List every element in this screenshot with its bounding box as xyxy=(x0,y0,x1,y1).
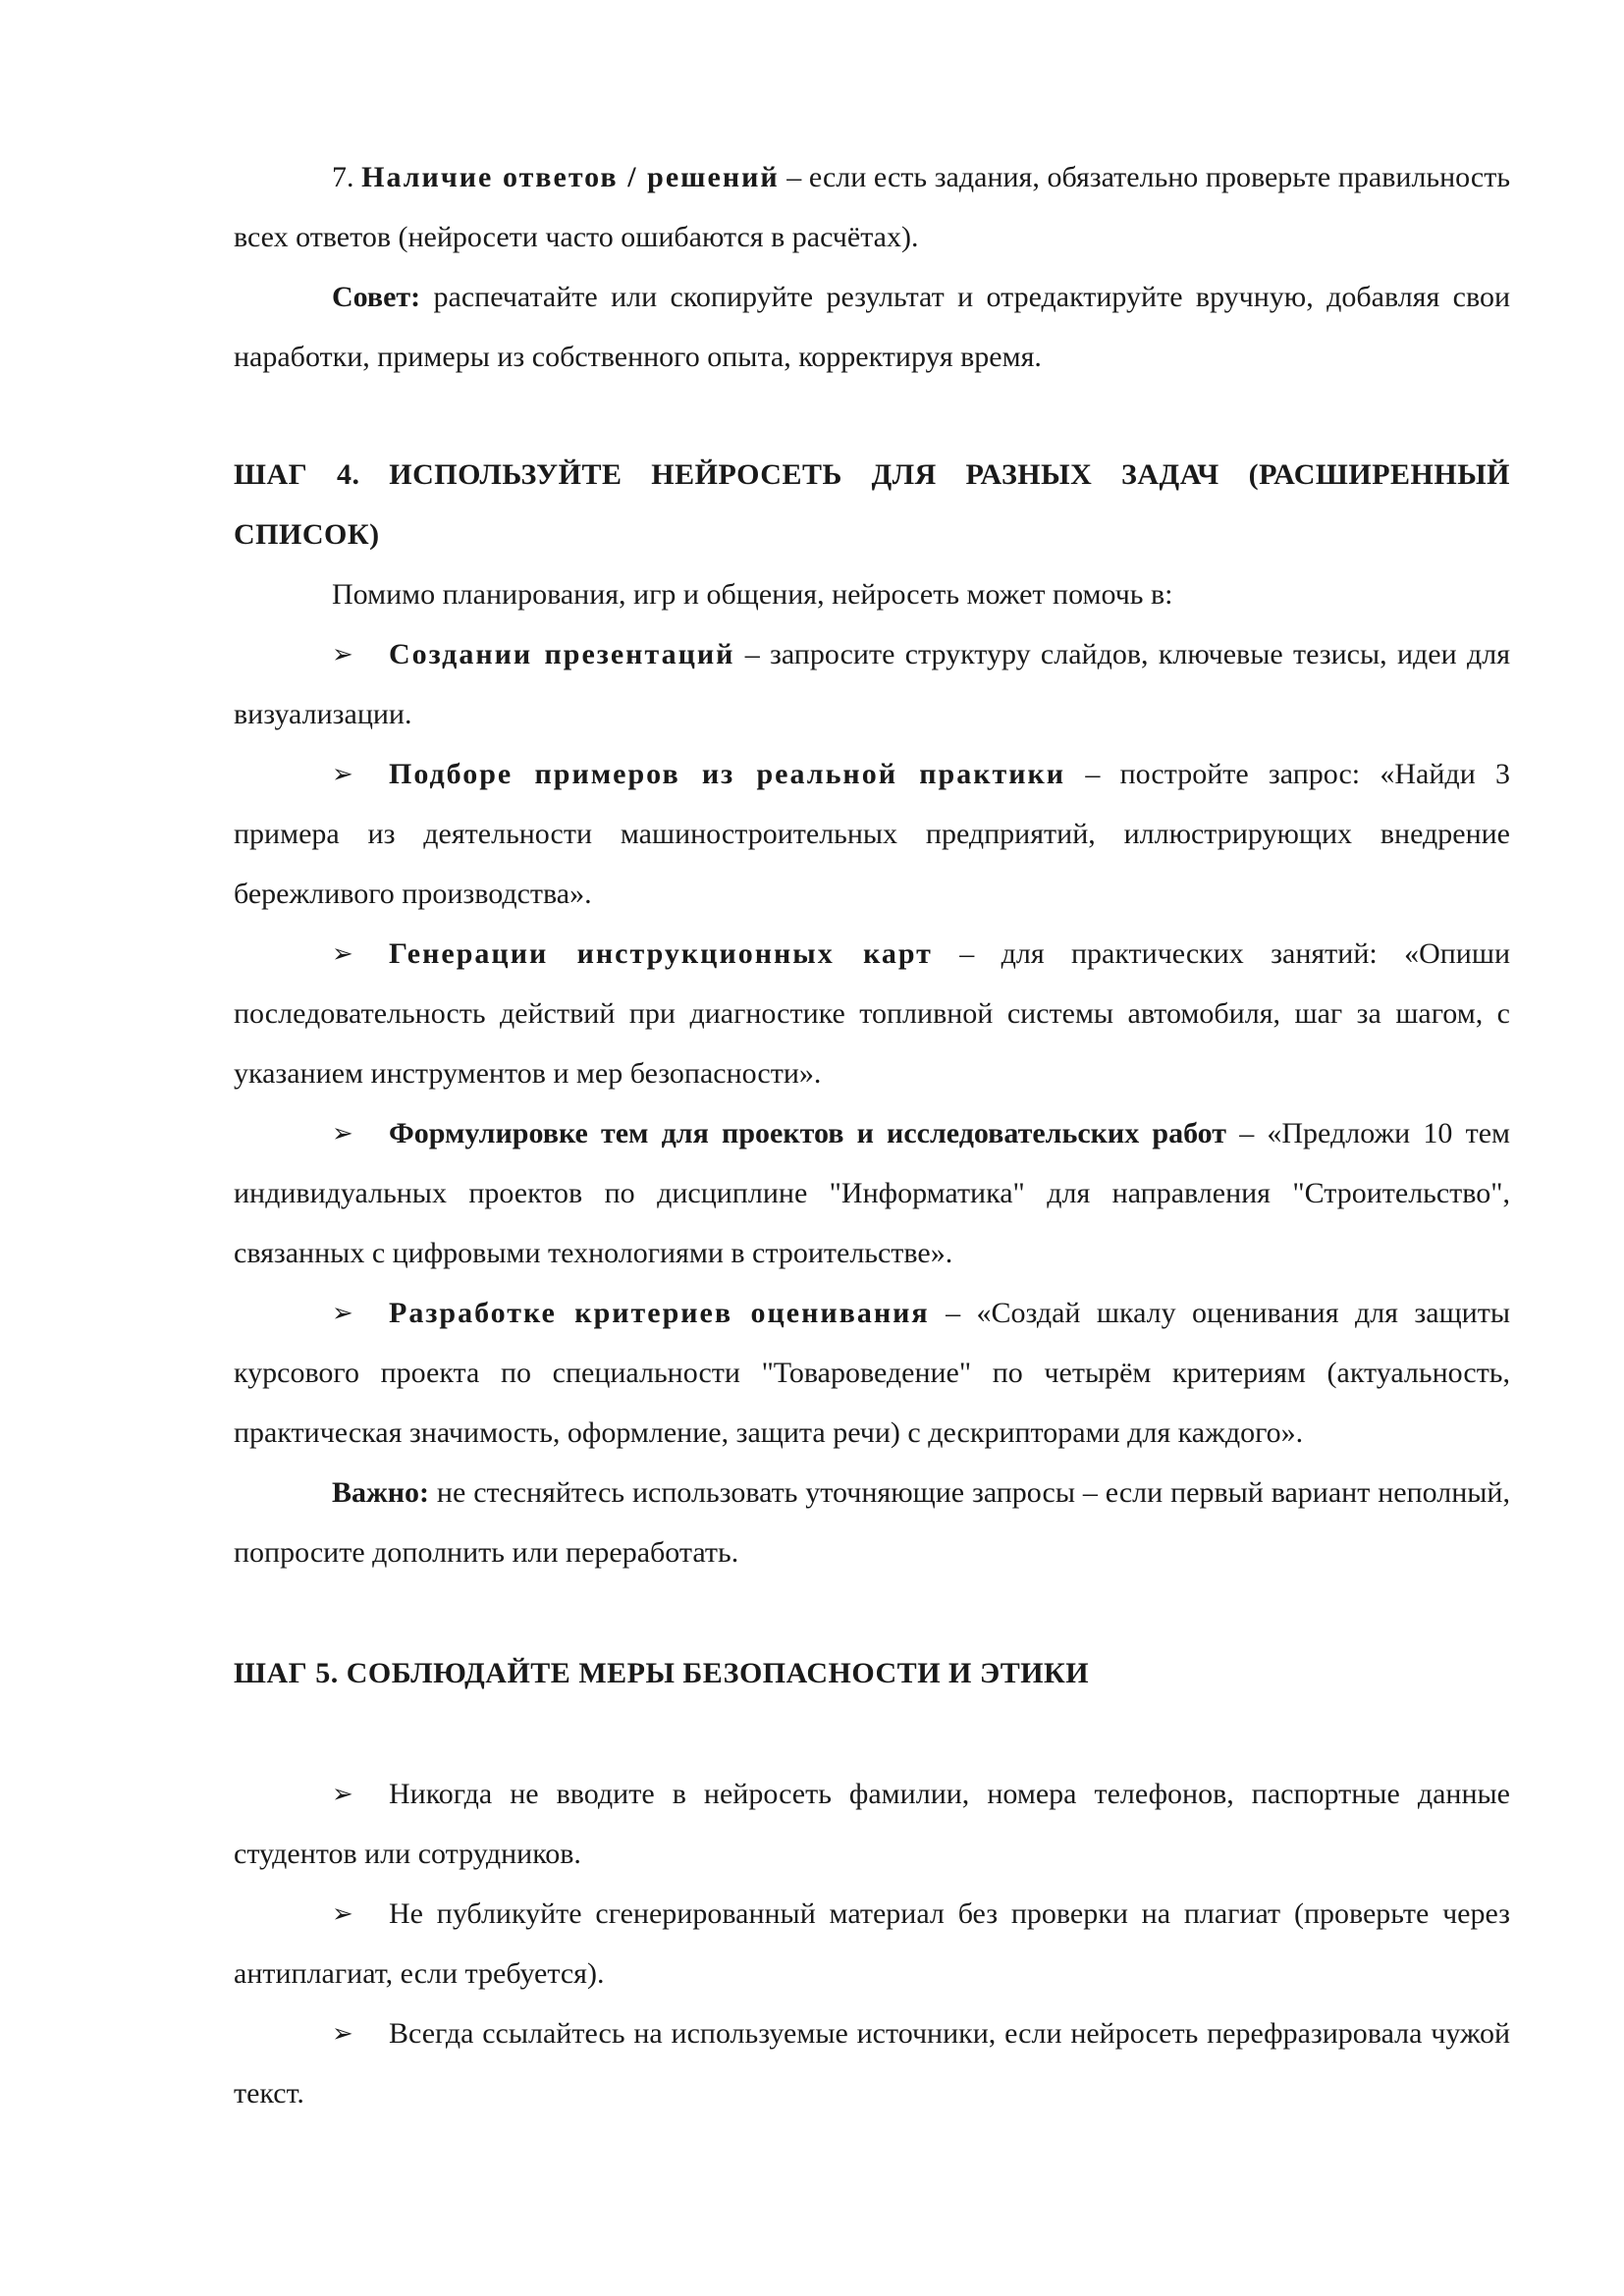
important-text: не стесняйтесь использовать уточняющие запросы – если первый вариант неполный, попросите дополнить или переработать. xyxy=(234,1476,1510,1569)
step-4-bullet-4 xyxy=(234,1103,1510,1283)
tip-text: распечатайте или скопируйте результат и отредактируйте вручную, добавляя свои наработки, примеры из собственного опыта, корректируя время. xyxy=(234,281,1510,373)
item-7-bold: Наличие ответов / решений xyxy=(361,161,780,193)
step-4-bullet-3-text: – для практических занятий: «Опиши последовательность действий при диагностике топливной системы автомобиля, шаг за шагом, с указанием инструментов и мер безопасности». xyxy=(234,937,1510,1090)
step-4-bullet-5-bold: Разработке критериев оценивания xyxy=(389,1297,930,1329)
arrow-bullet-icon: ➢ xyxy=(332,1299,353,1327)
arrow-bullet-icon: ➢ xyxy=(332,2019,353,2048)
step-4-heading: ШАГ 4. ИСПОЛЬЗУЙТЕ НЕЙРОСЕТЬ ДЛЯ РАЗНЫХ ЗАДАЧ (РАСШИРЕННЫЙ СПИСОК) xyxy=(234,458,1510,551)
step-4-bullet-2-text: – постройте запрос: «Найди 3 примера из деятельности машиностроительных предприятий, иллюстрирующих внедрение бережливого производства». xyxy=(234,758,1510,910)
step-5-heading: ШАГ 5. СОБЛЮДАЙТЕ МЕРЫ БЕЗОПАСНОСТИ И ЭТИКИ xyxy=(234,1657,1090,1689)
page-content xyxy=(234,147,1510,2123)
arrow-bullet-icon: ➢ xyxy=(332,1899,353,1928)
arrow-bullet-icon: ➢ xyxy=(332,1780,353,1808)
arrow-bullet-icon: ➢ xyxy=(332,939,353,968)
item-7-number: 7. xyxy=(332,161,362,193)
step-4-bullet-5 xyxy=(234,1283,1510,1463)
step-5-bullet-1-text: Никогда не вводите в нейросеть фамилии, номера телефонов, паспортные данные студентов или сотрудников. xyxy=(234,1778,1510,1870)
arrow-bullet-icon: ➢ xyxy=(332,760,353,788)
tip-paragraph xyxy=(234,267,1510,387)
step-4-bullet-2 xyxy=(234,744,1510,924)
step-4-bullet-2-bold: Подборе примеров из реальной практики xyxy=(389,758,1066,790)
tip-bold: Совет: xyxy=(332,281,421,313)
step-4-bullet-4-bold: Формулировке тем для проектов и исследовательских работ xyxy=(389,1117,1227,1149)
arrow-bullet-icon: ➢ xyxy=(332,1119,353,1148)
item-7-text: – если есть задания, обязательно проверьте правильность всех ответов (нейросети часто ошибаются в расчётах). xyxy=(234,161,1511,253)
important-paragraph xyxy=(234,1463,1510,1582)
item-7-paragraph xyxy=(234,147,1510,267)
step-4-bullet-3-bold: Генерации инструкционных карт xyxy=(389,937,933,970)
step-4-intro: Помимо планирования, игр и общения, нейросеть может помочь в: xyxy=(332,578,1173,611)
step-5-bullet-3-text: Всегда ссылайтесь на используемые источники, если нейросеть перефразировала чужой текст. xyxy=(234,2017,1510,2109)
step-4-bullet-3 xyxy=(234,924,1510,1103)
important-bold: Важно: xyxy=(332,1476,430,1509)
step-4-bullet-1 xyxy=(234,624,1510,744)
step-5-bullet-2-text: Не публикуйте сгенерированный материал без проверки на плагиат (проверьте через антиплагиат, если требуется). xyxy=(234,1897,1510,1990)
step-5-bullet-1 xyxy=(234,1764,1510,1884)
step-4-bullet-1-bold: Создании презентаций xyxy=(389,638,735,670)
step-4-bullet-1-text: – запросите структуру слайдов, ключевые тезисы, идеи для визуализации. xyxy=(234,638,1510,730)
step-4-bullet-5-text: – «Создай шкалу оценивания для защиты курсового проекта по специальности "Товароведение" по четырём критериям (актуальность, практическая значимость, оформление, защита речи) с дескрипторами для каждого». xyxy=(234,1297,1510,1449)
arrow-bullet-icon: ➢ xyxy=(332,640,353,668)
step-5-bullet-2 xyxy=(234,1884,1510,2003)
step-4-bullet-4-text: – «Предложи 10 тем индивидуальных проектов по дисциплине "Информатика" для направления "Строительство", связанных с цифровыми технологиями в строительстве». xyxy=(234,1117,1511,1269)
step-5-bullet-3 xyxy=(234,2003,1510,2123)
